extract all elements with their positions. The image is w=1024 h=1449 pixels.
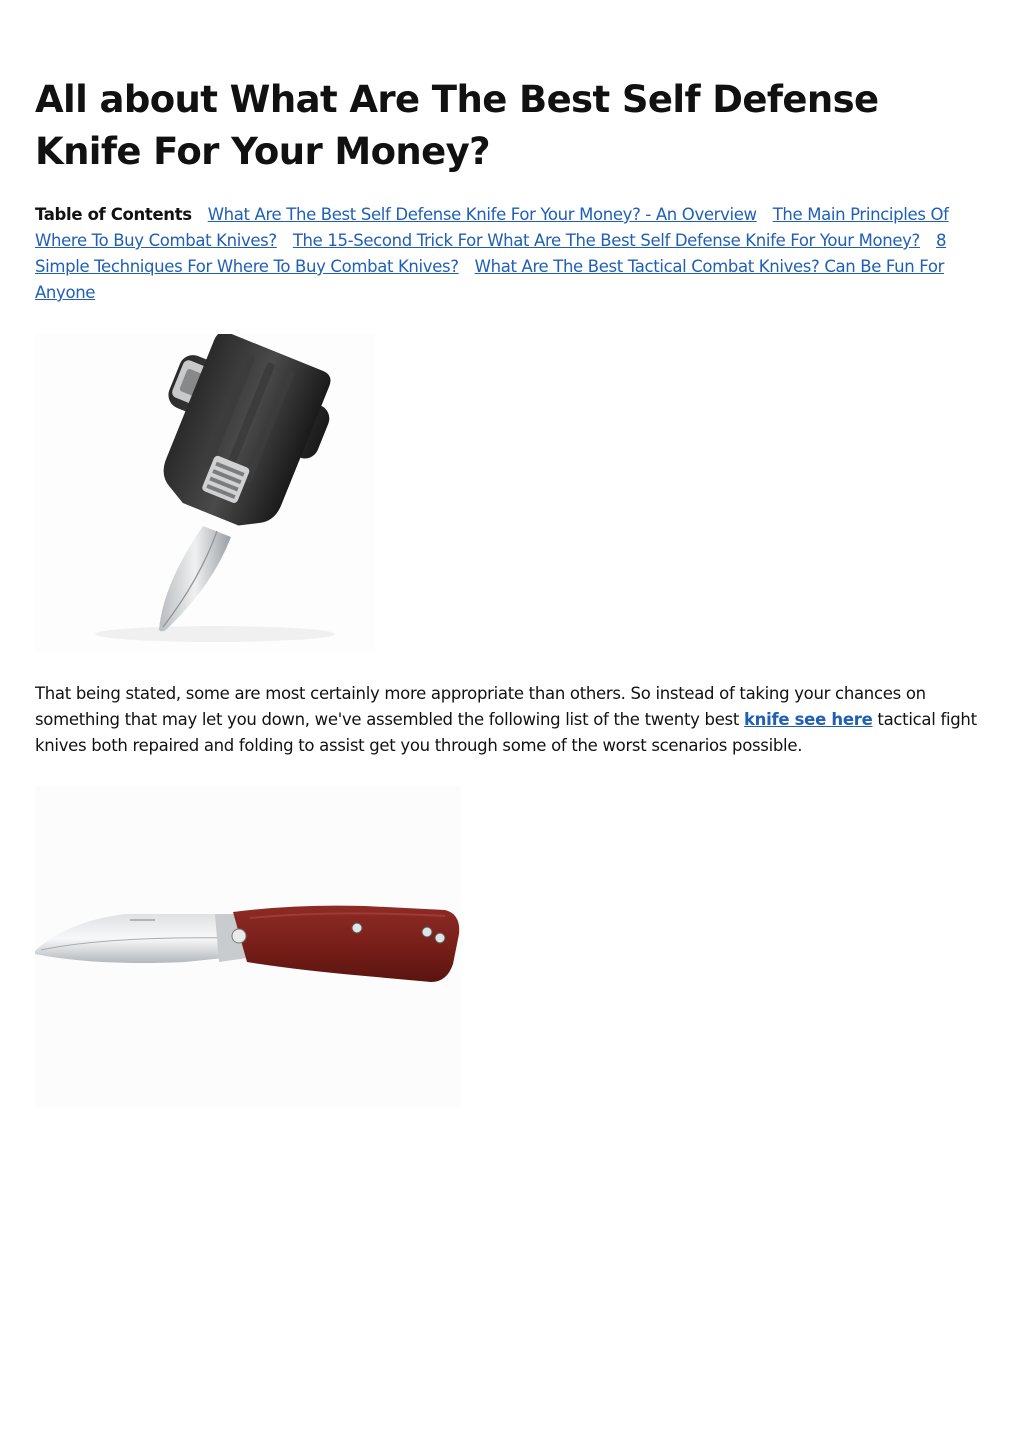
- paragraph-text-before: That being stated, some are most certainly more appropriate than others. So instead of taking your chances on something that may let you down, we've assembled the following list of the twenty best: [35, 684, 926, 729]
- page-title: All about What Are The Best Self Defense Knife For Your Money?: [35, 78, 879, 173]
- toc-link-tactical-combat-knives[interactable]: What Are The Best Tactical Combat Knives? Can Be Fun For Anyone: [35, 257, 945, 302]
- body-paragraph: [35, 681, 985, 759]
- toc-link-15-second-trick[interactable]: The 15-Second Trick For What Are The Best Self Defense Knife For Your Money?: [292, 231, 920, 250]
- folding-knife-image: [35, 786, 461, 1108]
- otf-knife-image: [35, 334, 375, 652]
- otf-knife-illustration: [35, 334, 375, 652]
- paragraph-text-after: tactical fight knives both repaired and folding to assist get you through some of the worst scenarios possible.: [35, 710, 977, 755]
- folding-knife-illustration: [35, 786, 461, 1108]
- toc-link-main-principles[interactable]: The Main Principles Of Where To Buy Combat Knives?: [35, 205, 949, 250]
- toc-link-8-simple-techniques[interactable]: 8 Simple Techniques For Where To Buy Combat Knives?: [35, 231, 947, 276]
- knife-see-here-link[interactable]: knife see here: [743, 710, 873, 729]
- toc-label: Table of Contents: [35, 205, 192, 224]
- toc-link-overview[interactable]: What Are The Best Self Defense Knife For Your Money? - An Overview: [207, 205, 757, 224]
- table-of-contents: [35, 202, 985, 306]
